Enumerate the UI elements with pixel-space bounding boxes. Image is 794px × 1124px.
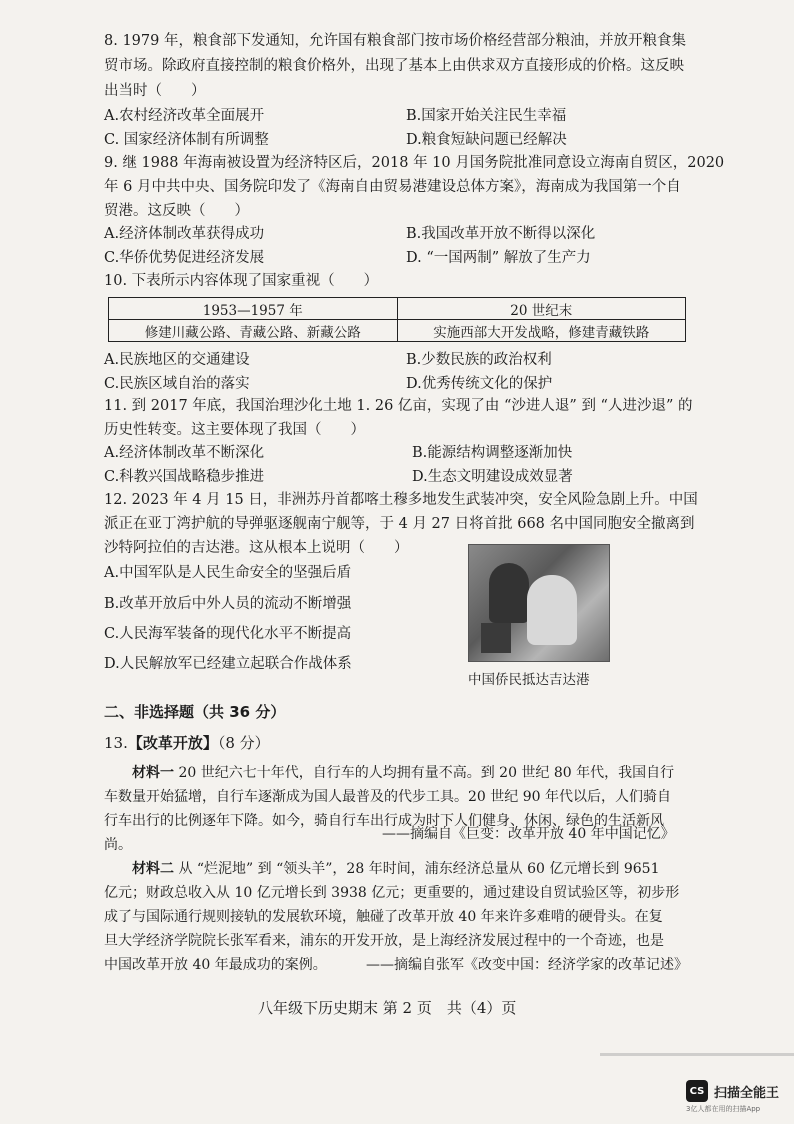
q12-line-3: 沙特阿拉伯的吉达港。这从根本上说明（ ）	[104, 540, 409, 556]
q9-line-3: 贸港。这反映（ ）	[104, 203, 249, 219]
q9-option-d: D. “一国两制” 解放了生产力	[406, 250, 591, 266]
q10-table-header-1: 1953—1957 年	[109, 298, 398, 320]
material-2-line-4: 旦大学经济学院院长张军看来，浦东的开发开放，是上海经济发展过程中的一个奇迹，也是	[104, 933, 664, 949]
q13-label: 13.	[104, 734, 128, 752]
q11-option-b: B.能源结构调整逐渐加快	[412, 445, 573, 461]
q10-line: 10. 下表所示内容体现了国家重视（ ）	[104, 273, 379, 289]
scanner-logo	[686, 1080, 779, 1102]
q8-option-a: A.农村经济改革全面展开	[104, 108, 265, 124]
page-footer: 八年级下历史期末 第 2 页 共（4）页	[258, 999, 517, 1017]
material-1-line-4: 尚。	[104, 837, 132, 853]
q8-line-2: 贸市场。除政府直接控制的粮食价格外，出现了基本上由供求双方直接形成的价格。这反映	[104, 58, 684, 74]
material-1-source: ——摘编自《巨变：改革开放 40 年中国记忆》	[382, 826, 675, 842]
q9-option-b: B.我国改革开放不断得以深化	[406, 226, 596, 242]
material-2-title: 材料二	[132, 861, 174, 877]
q8-option-c: C. 国家经济体制有所调整	[104, 132, 269, 148]
q10-option-a: A.民族地区的交通建设	[104, 352, 250, 368]
evacuation-photo	[468, 544, 610, 662]
q9-option-a: A.经济体制改革获得成功	[104, 226, 265, 242]
q13-heading	[104, 732, 270, 753]
material-1-line-1: 材料一 20 世纪六七十年代，自行车的人均拥有量不高。到 20 世纪 80 年代，我国自行	[132, 765, 675, 781]
photo-flag	[481, 623, 511, 653]
photo-child-figure	[527, 575, 577, 645]
q12-line-1: 12. 2023 年 4 月 15 日，非洲苏丹首都喀土穆多地发生武装冲突，安全风险急剧上升。中国	[104, 492, 698, 508]
q8-line-3: 出当时（ ）	[104, 83, 206, 99]
material-1-line-2: 车数量开始猛增，自行车逐渐成为国人最普及的代步工具。20 世纪 90 年代以后，人们骑自	[104, 789, 671, 805]
scan-shadow	[600, 1053, 794, 1056]
q12-option-d: D.人民解放军已经建立起联合作战体系	[104, 656, 352, 672]
q9-line-1: 9. 继 1988 年海南被设置为经济特区后，2018 年 10 月国务院批准同意设立海南自贸区，2020	[104, 155, 725, 171]
q10-table-cell-1: 修建川藏公路、青藏公路、新藏公路	[109, 320, 398, 342]
cs-logo-icon: CS	[686, 1080, 708, 1102]
material-2-line-2: 亿元；财政总收入从 10 亿元增长到 3938 亿元；更重要的，通过建设自贸试验区等，初步形	[104, 885, 680, 901]
q9-option-c: C.华侨优势促进经济发展	[104, 250, 265, 266]
q8-option-d: D.粮食短缺问题已经解决	[406, 132, 567, 148]
q10-option-b: B.少数民族的政治权利	[406, 352, 552, 368]
q11-line-2: 历史性转变。这主要体现了我国（ ）	[104, 422, 365, 438]
q11-option-c: C.科教兴国战略稳步推进	[104, 469, 265, 485]
q8-line-1: 8. 1979 年，粮食部下发通知，允许国有粮食部门按市场价格经营部分粮油，并放开粮食集	[104, 33, 686, 49]
q13-score: （8 分）	[217, 734, 270, 752]
q10-table	[108, 297, 686, 342]
q12-option-a: A.中国军队是人民生命安全的坚强后盾	[104, 565, 352, 581]
material-2-source: ——摘编自张军《改变中国：经济学家的改革记述》	[366, 957, 688, 973]
q10-table-header-2: 20 世纪末	[397, 298, 686, 320]
q12-line-2: 派正在亚丁湾护航的导弹驱逐舰南宁舰等，于 4 月 27 日将首批 668 名中国同胞安全撤离到	[104, 516, 695, 532]
scanner-slogan: 3亿人都在用的扫描App	[686, 1105, 761, 1113]
q10-option-d: D.优秀传统文化的保护	[406, 376, 553, 392]
q8-option-b: B.国家开始关注民生幸福	[406, 108, 567, 124]
q11-option-d: D.生态文明建设成效显著	[412, 469, 573, 485]
material-2-line-1: 材料二 从 “烂泥地” 到 “领头羊”，28 年时间，浦东经济总量从 60 亿元增长到 9651	[132, 861, 660, 877]
q12-option-c: C.人民海军装备的现代化水平不断提高	[104, 626, 352, 642]
photo-soldier-figure	[489, 563, 529, 623]
q11-line-1: 11. 到 2017 年底，我国治理沙化土地 1. 26 亿亩，实现了由 “沙进人退” 到 “人进沙退” 的	[104, 398, 693, 414]
q13-topic: 【改革开放】	[127, 734, 218, 752]
material-1-title: 材料一	[132, 765, 174, 781]
material-2-line-3: 成了与国际通行规则接轨的发展软环境，触碰了改革开放 40 年来许多难啃的硬骨头。在复	[104, 909, 663, 925]
q12-option-b: B.改革开放后中外人员的流动不断增强	[104, 596, 352, 612]
photo-caption: 中国侨民抵达吉达港	[468, 672, 590, 688]
material-2-line-5: 中国改革开放 40 年最成功的案例。	[104, 957, 327, 973]
q10-table-cell-2: 实施西部大开发战略，修建青藏铁路	[397, 320, 686, 342]
q9-line-2: 年 6 月中共中央、国务院印发了《海南自由贸易港建设总体方案》，海南成为我国第一个自	[104, 179, 681, 195]
scanner-brand: 扫描全能王	[714, 1085, 780, 1101]
section-heading: 二、非选择题（共 36 分）	[104, 703, 286, 721]
material-1-line-3: 行车出行的比例逐年下降。如今，骑自行车出行成为时下人们健身、休闲、绿色的生活新风	[104, 813, 664, 829]
q11-option-a: A.经济体制改革不断深化	[104, 445, 265, 461]
q10-option-c: C.民族区域自治的落实	[104, 376, 250, 392]
